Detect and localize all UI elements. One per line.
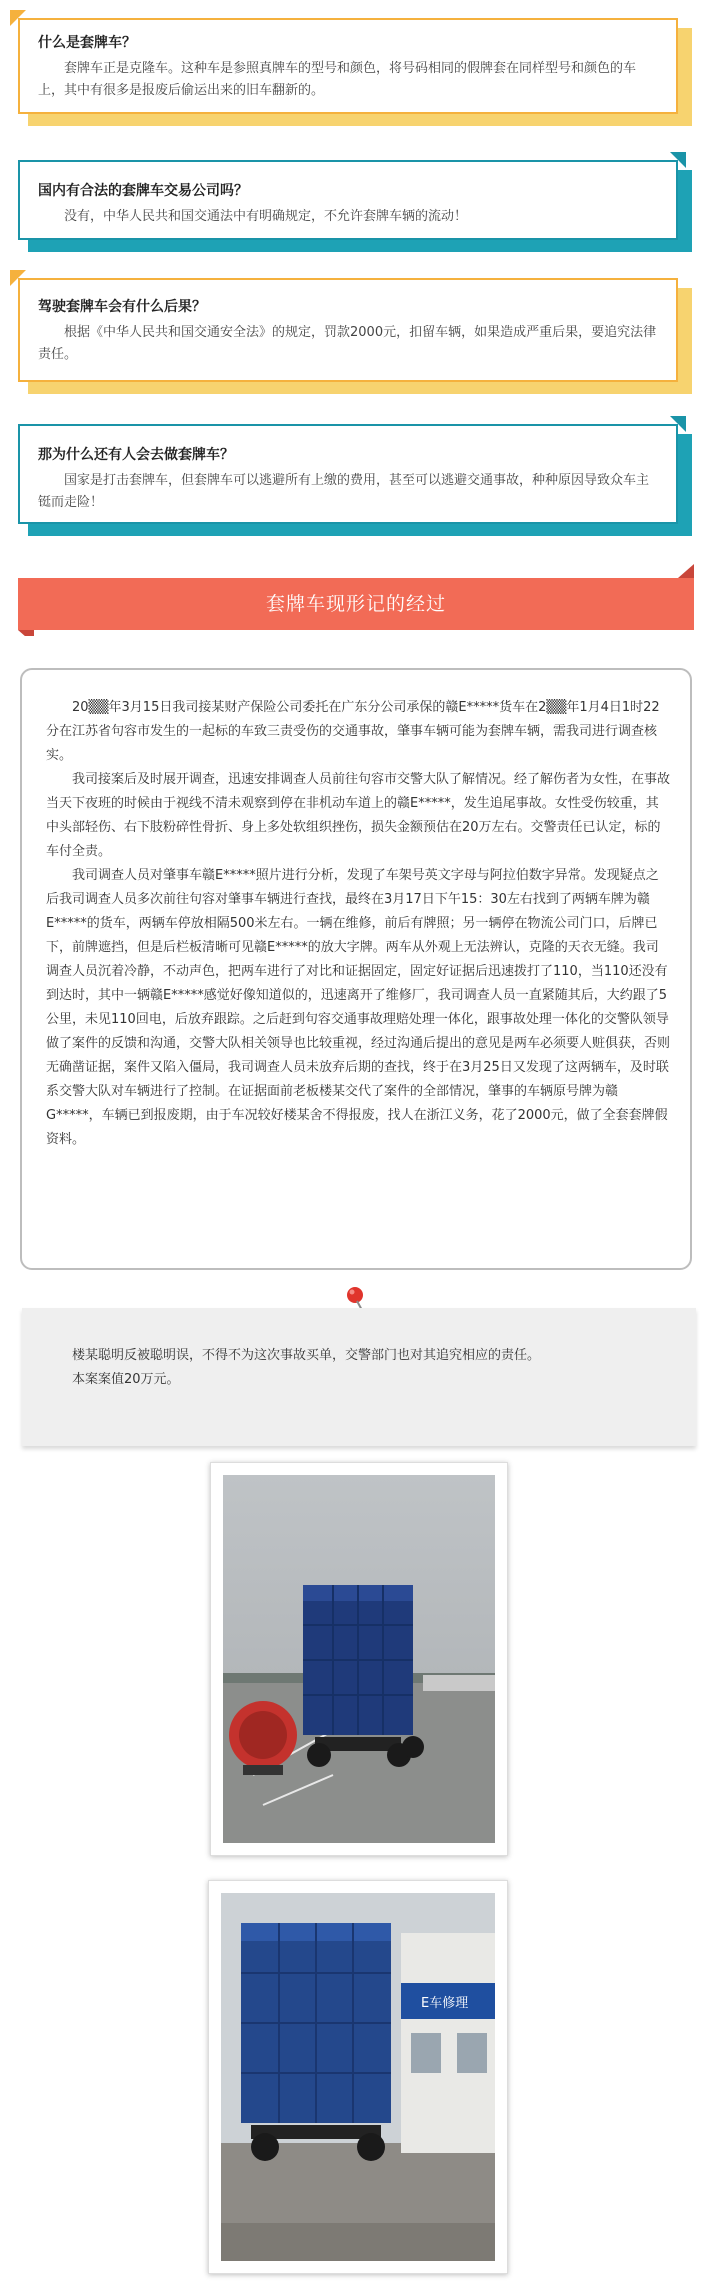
qa-corner-fold	[670, 416, 686, 432]
qa-answer: 根据《中华人民共和国交通安全法》的规定，罚款2000元，扣留车辆，如果造成严重后果，要追究法律责任。	[38, 325, 657, 362]
story-paragraph-3: 我司调查人员对肇事车赣E*****照片进行分析，发现了车架号英文字母与阿拉伯数字异常。发现疑点之后我司调查人员多次前往句容对肇事车辆进行查找，最终在3月17日下午15：30左右找到了两辆车牌为赣E*****的货车，两辆车停放相隔500米左右。一辆在维修，前后有牌照；另一辆停在物流公司门口，后牌已下，前牌遮挡，但是后栏板清晰可见赣E*****的放大字牌。两车从外观上无法辨认，克隆的天衣无缝。我司调查人员沉着冷静，不动声色，把两车进行了对比和证据固定，固定好证据后迅速拨打了110，当110还没有到达时，其中一辆赣E*****感觉好像知道似的，迅速离开了维修厂，我司调查人员一直紧随其后，大约跟了5公里，未见110回电，后放弃跟踪。之后赶到句容交通事故理赔处理一体化，跟事故处理一体化的交警队领导做了案件的反馈和沟通，交警大队相关领导也比较重视，经过沟通后提出的意见是两车必须要人赃俱获，否则无确凿证据，案件又陷入僵局，我司调查人员未放弃后期的查找，终于在3月25日又发现了这两辆车，及时联系交警大队对车辆进行了控制。在证据面前老板楼某交代了案件的全部情况，肇事的车辆原号牌为赣G*****，车辆已到报废期，由于车况较好楼某舍不得报废，找人在浙江义务，花了2000元，做了全套套牌假资料。	[46, 868, 671, 1147]
qa-card-4	[18, 424, 678, 524]
qa-question: 那为什么还有人会去做套牌车？	[38, 447, 234, 463]
truck-photo-2-image	[221, 1893, 495, 2261]
section-banner	[18, 578, 694, 630]
qa-question: 国内有合法的套牌车交易公司吗？	[38, 183, 248, 199]
qa-card-box	[18, 160, 678, 240]
qa-card-2	[18, 160, 678, 240]
qa-corner-fold	[10, 10, 26, 26]
qa-answer: 没有，中华人民共和国交通法中有明确规定，不允许套牌车辆的流动！	[64, 209, 468, 224]
qa-card-3	[18, 278, 678, 382]
qa-corner-fold	[10, 270, 26, 286]
story-box	[20, 668, 692, 1270]
banner-title: 套牌车现形记的经过	[265, 593, 446, 615]
qa-card-box	[18, 278, 678, 382]
qa-corner-fold	[670, 152, 686, 168]
story-paragraph-1: 20▒▒年3月15日我司接某财产保险公司委托在广东分公司承保的赣E*****货车在2▒▒年1月4日1时22分在江苏省句容市发生的一起标的车致三责受伤的交通事故，肇事车辆可能为套牌车辆，需我司进行调查核实。	[46, 700, 660, 763]
qa-answer: 国家是打击套牌车，但套牌车可以逃避所有上缴的费用，甚至可以逃避交通事故，种种原因导致众车主铤而走险！	[38, 473, 650, 510]
truck-photo-1-image	[223, 1475, 495, 1843]
photo-truck-2	[208, 1880, 508, 2274]
summary-paragraph-1: 楼某聪明反被聪明误，不得不为这次事故买单，交警部门也对其追究相应的责任。	[72, 1348, 541, 1363]
qa-card-box	[18, 18, 678, 114]
qa-question: 什么是套牌车？	[38, 35, 136, 51]
qa-card-1	[18, 18, 678, 114]
repair-shop-sign-text: E车修理	[421, 1996, 469, 2011]
summary-box	[22, 1308, 696, 1446]
story-paragraph-2: 我司接案后及时展开调查，迅速安排调查人员前往句容市交警大队了解情况。经了解伤者为女性，在事故当天下夜班的时候由于视线不清未观察到停在非机动车道上的赣E*****，发生追尾事故。女性受伤较重，其中头部轻伤、右下肢粉碎性骨折、身上多处软组织挫伤，损失金额预估在20万左右。交警责任已认定，标的车付全责。	[46, 772, 671, 859]
photo-truck-1	[210, 1462, 508, 1856]
qa-card-box	[18, 424, 678, 524]
qa-answer: 套牌车正是克隆车。这种车是参照真牌车的型号和颜色，将号码相同的假牌套在同样型号和颜色的车上，其中有很多是报废后偷运出来的旧车翻新的。	[38, 61, 637, 98]
summary-paragraph-2: 本案案值20万元。	[72, 1372, 180, 1387]
qa-question: 驾驶套牌车会有什么后果？	[38, 299, 206, 315]
